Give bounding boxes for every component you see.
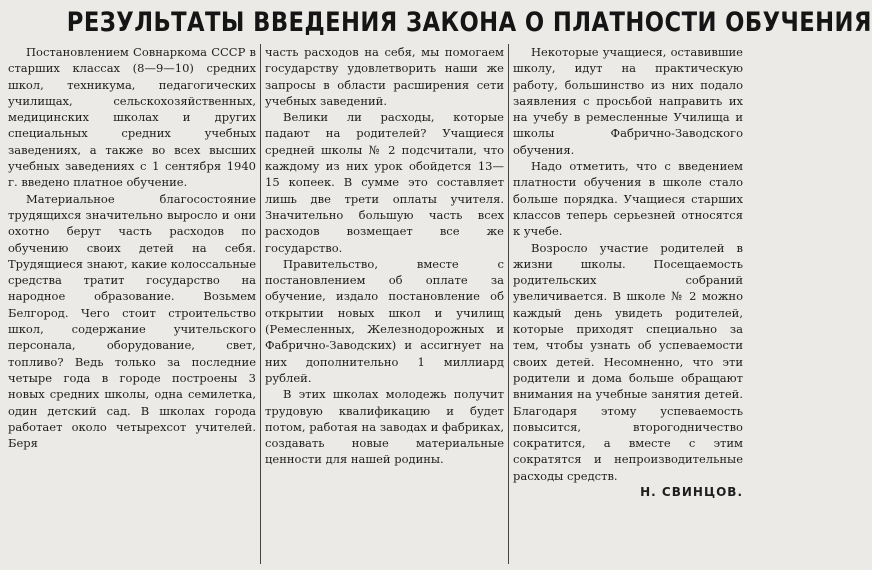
paragraph: Велики ли расходы, которые падают на родителей? Учащиеся средней школы № 2 подсчитали, что каждому из них урок обойдется 13—15 копеек. В сумме это составляет лишь две трети оплаты учителя. Значительно большую часть всех расходов возмещает все же государство. [265,110,504,255]
paragraph: Материальное благосостояние трудящихся значительно выросло и они охотно берут часть расходов по обучению своих детей на себя. Трудящиеся знают, какие колоссальные средства тратит государство на народное образование. Возьмем Белгород. Чего стоит строительство школ, содержание учительского персонала, оборудование, свет, топливо? Ведь только за последние четыре года в городе построены 3 новых средних школы, одна семилетка, один детский сад. В школах города работает около четырехсот учителей. Беря [8,191,256,451]
paragraph: Некоторые учащиеся, оставившие школу, идут на практическую работу, большинство из них подало заявления с просьбой направить их на учебу в ремесленные Училища и школы Фабрично-Заводского обучения. [513,45,743,157]
paragraph: часть расходов на себя, мы помогаем государству удовлетворить наши же запросы в области расширения сети учебных заведений. [265,45,504,108]
column-1 [8,44,260,564]
column-3 [508,44,743,564]
paragraph: Постановлением Совнаркома СССР в старших классах (8—9—10) средних школ, техникума, педагогических училищах, сельскохозяйственных, медицинских школах и других специальных средних учебных заведениях, а также во всех высших учебных заведениях с 1 сентября 1940 г. введено платное обучение. [8,45,256,190]
author-signature: Н. СВИНЦОВ. [640,485,743,500]
paragraph: Возросло участие родителей в жизни школы. Посещаемость родительских собраний увеличивается. В школе № 2 можно каждый день увидеть родителей, которые приходят специально за тем, чтобы узнать об успеваемости своих детей. Несомненно, что эти родители и дома больше обращают внимания на учебные занятия детей. Благодаря этому успеваемость повысится, второгодничество сократится, а вместе с этим сократятся и непроизводительные расходы средств. [513,240,743,483]
article-headline: РЕЗУЛЬТАТЫ ВВЕДЕНИЯ ЗАКОНА О ПЛАТНОСТИ ОБУЧЕНИЯ [66,7,872,38]
article-columns [8,44,743,564]
paragraph: Правительство, вместе с постановлением об оплате за обучение, издало постановление об открытии новых школ и училищ (Ремесленных, Железнодорожных и Фабрично-Заводских) и ассигнует на них дополнительно 1 миллиард рублей. [265,256,504,385]
paragraph: Надо отметить, что с введением платности обучения в школе стало больше порядка. Учащиеся старших классов теперь серьезней относятся к учебе. [513,159,743,239]
column-2 [260,44,508,564]
paragraph: В этих школах молодежь получит трудовую квалификацию и будет потом, работая на заводах и фабриках, создавать новые материальные ценности для нашей родины. [265,387,504,467]
